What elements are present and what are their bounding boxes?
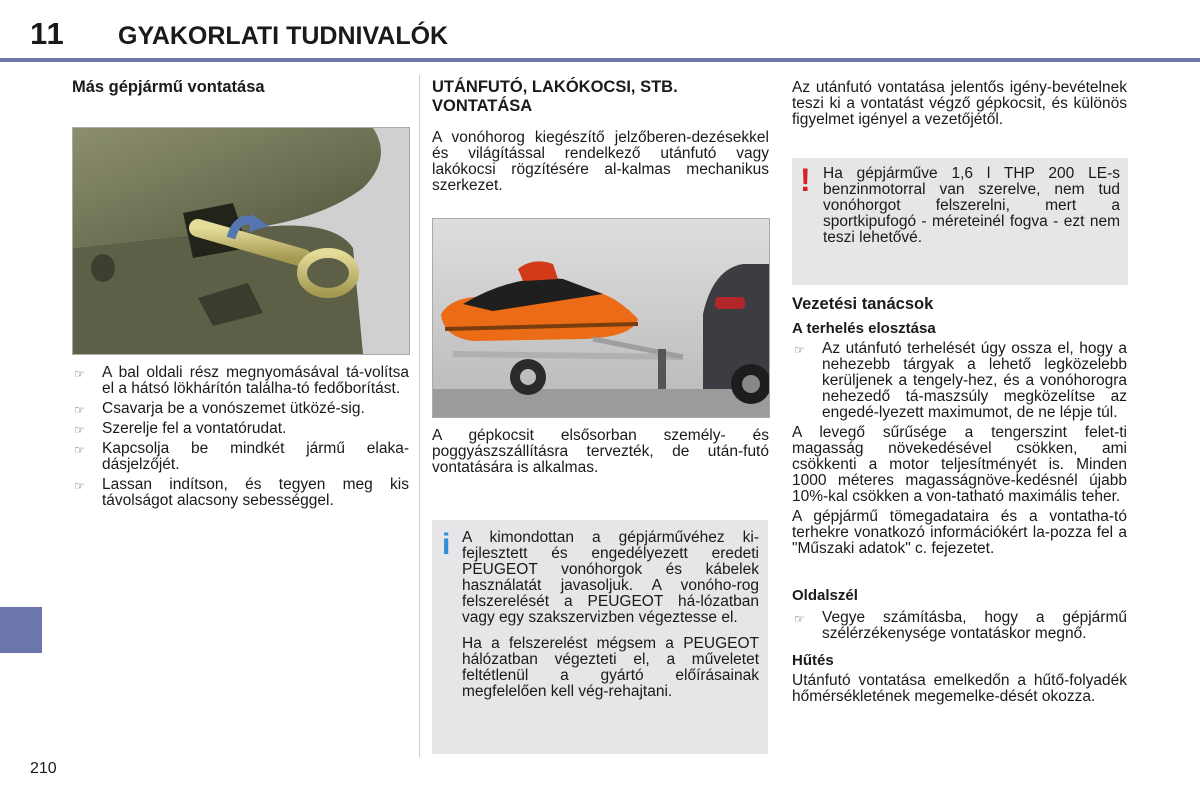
hand-pointer-icon: ☞ (74, 423, 85, 437)
hand-pointer-icon: ☞ (794, 343, 805, 357)
cooling-text: Utánfutó vontatása emelkedőn a hűtő-folyadék hőmérsékletének megemelke-dését okozza. (792, 672, 1127, 705)
air-density-paragraph: A levegő sűrűsége a tengerszint felet-ti magasság növekedésével csökken, ami csökkenti a motor teljesítményét is. Minden 1000 méteres magasságnöve-kedésnél újabb 10%-kal csökken a von-tatható maximális teher. (792, 424, 1127, 505)
header-rule (0, 58, 1200, 62)
image-caption: A gépkocsit elsősorban személy- és poggyászszállításra tervezték, de után-futó vontatására is alkalmas. (432, 427, 769, 476)
load-distribution-heading: A terhelés elosztása (792, 320, 936, 337)
column-2 (432, 78, 769, 194)
hand-pointer-icon: ☞ (74, 367, 85, 381)
warning-box (792, 158, 1128, 285)
column-3 (792, 80, 1127, 128)
driving-tips (792, 295, 1127, 705)
warning-text: Ha gépjárműve 1,6 l THP 200 LE-s benzinmotorral van szerelve, nem tud vonóhorgot felszerelni, mert a sportkipufogó - méreteinél fogva - ezt nem teszi lehetővé. (823, 165, 1120, 246)
trailer-load-intro: Az utánfutó vontatása jelentős igény-bevételnek teszi ki a vontatást végző gépkocsit, és különös figyelmet igényel a vezetőjétől. (792, 79, 1127, 128)
exclamation-icon: ! (800, 162, 811, 198)
page-number: 210 (30, 760, 57, 777)
column-separator (419, 75, 420, 757)
list-item: ☞ Lassan indítson, és tegyen meg kis távolságot alacsony sebességgel. (74, 476, 409, 509)
list-item: ☞ Vegye számításba, hogy a gépjármű szélérzékenysége vontatáskor megnő. (794, 609, 1127, 642)
section-heading-towing-other: Más gépjármű vontatása (72, 78, 265, 96)
info-paragraph: Ha a felszerelést mégsem a PEUGEOT hálózatban végezteti el, a műveletet feltétlenül a gyártó előírásainak megfelelően kell vég-rehajtani. (462, 635, 759, 700)
list-item: ☞ Szerelje fel a vontatórudat. (74, 420, 287, 437)
list-item: ☞ Csavarja be a vonószemet ütközé-sig. (74, 400, 365, 417)
column-1 (72, 78, 412, 97)
chapter-number: 11 (30, 16, 65, 51)
hand-pointer-icon: ☞ (794, 612, 805, 626)
info-paragraph: A kimondottan a gépjárművéhez ki-fejlesztett és engedélyezett eredeti PEUGEOT vonóhorgok és kábelek használatát javasoljuk. A vonóho-rog felszerelését a PEUGEOT há-lózatban vagy egy szakszervizben végeztesse el. (462, 529, 759, 626)
mass-data-paragraph: A gépjármű tömegadataira és a vontatha-tó terhekre vonatkozó információkért la-pozza fel a "Műszaki adatok" c. fejezetet. (792, 508, 1127, 557)
info-content (462, 530, 759, 700)
crosswind-heading: Oldalszél (792, 587, 858, 604)
cooling-heading: Hűtés (792, 652, 834, 669)
list-item: ☞ Kapcsolja be mindkét jármű elaka-dásjelzőjét. (74, 440, 409, 473)
towing-steps (72, 365, 409, 513)
trailer-illustration (432, 218, 770, 418)
hand-pointer-icon: ☞ (74, 443, 85, 457)
hand-pointer-icon: ☞ (74, 479, 85, 493)
tow-eye-illustration (72, 127, 410, 355)
info-box (432, 520, 768, 754)
trailer-intro: A vonóhorog kiegészítő jelzőberen-dezésekkel és világítással rendelkező utánfutó vagy lakókocsi rögzítésére al-kalmas mechanikus szerkezet. (432, 129, 769, 194)
driving-tips-heading: Vezetési tanácsok (792, 295, 934, 313)
chapter-title: GYAKORLATI TUDNIVALÓK (118, 22, 449, 50)
chapter-side-tab (0, 607, 42, 653)
list-item: ☞ A bal oldali rész megnyomásával tá-volítsa el a hátsó lökhárítón találha-tó fedőborítást. (74, 364, 409, 397)
section-heading-trailer: UTÁNFUTÓ, LAKÓKOCSI, STB. VONTATÁSA (432, 78, 678, 115)
trailer-caption-block (432, 428, 769, 476)
warning-content (823, 166, 1120, 246)
hand-pointer-icon: ☞ (74, 403, 85, 417)
list-item: ☞ Az utánfutó terhelését úgy ossza el, hogy a nehezebb tárgyak a lehető legközelebb kerüljenek a tengely-hez, és a vonóhorogra nehezedő tá-maszsúly megközelítse az engedé-lyezett maximumot, de ne lépje túl. (794, 340, 1127, 421)
info-icon: i (442, 528, 451, 561)
